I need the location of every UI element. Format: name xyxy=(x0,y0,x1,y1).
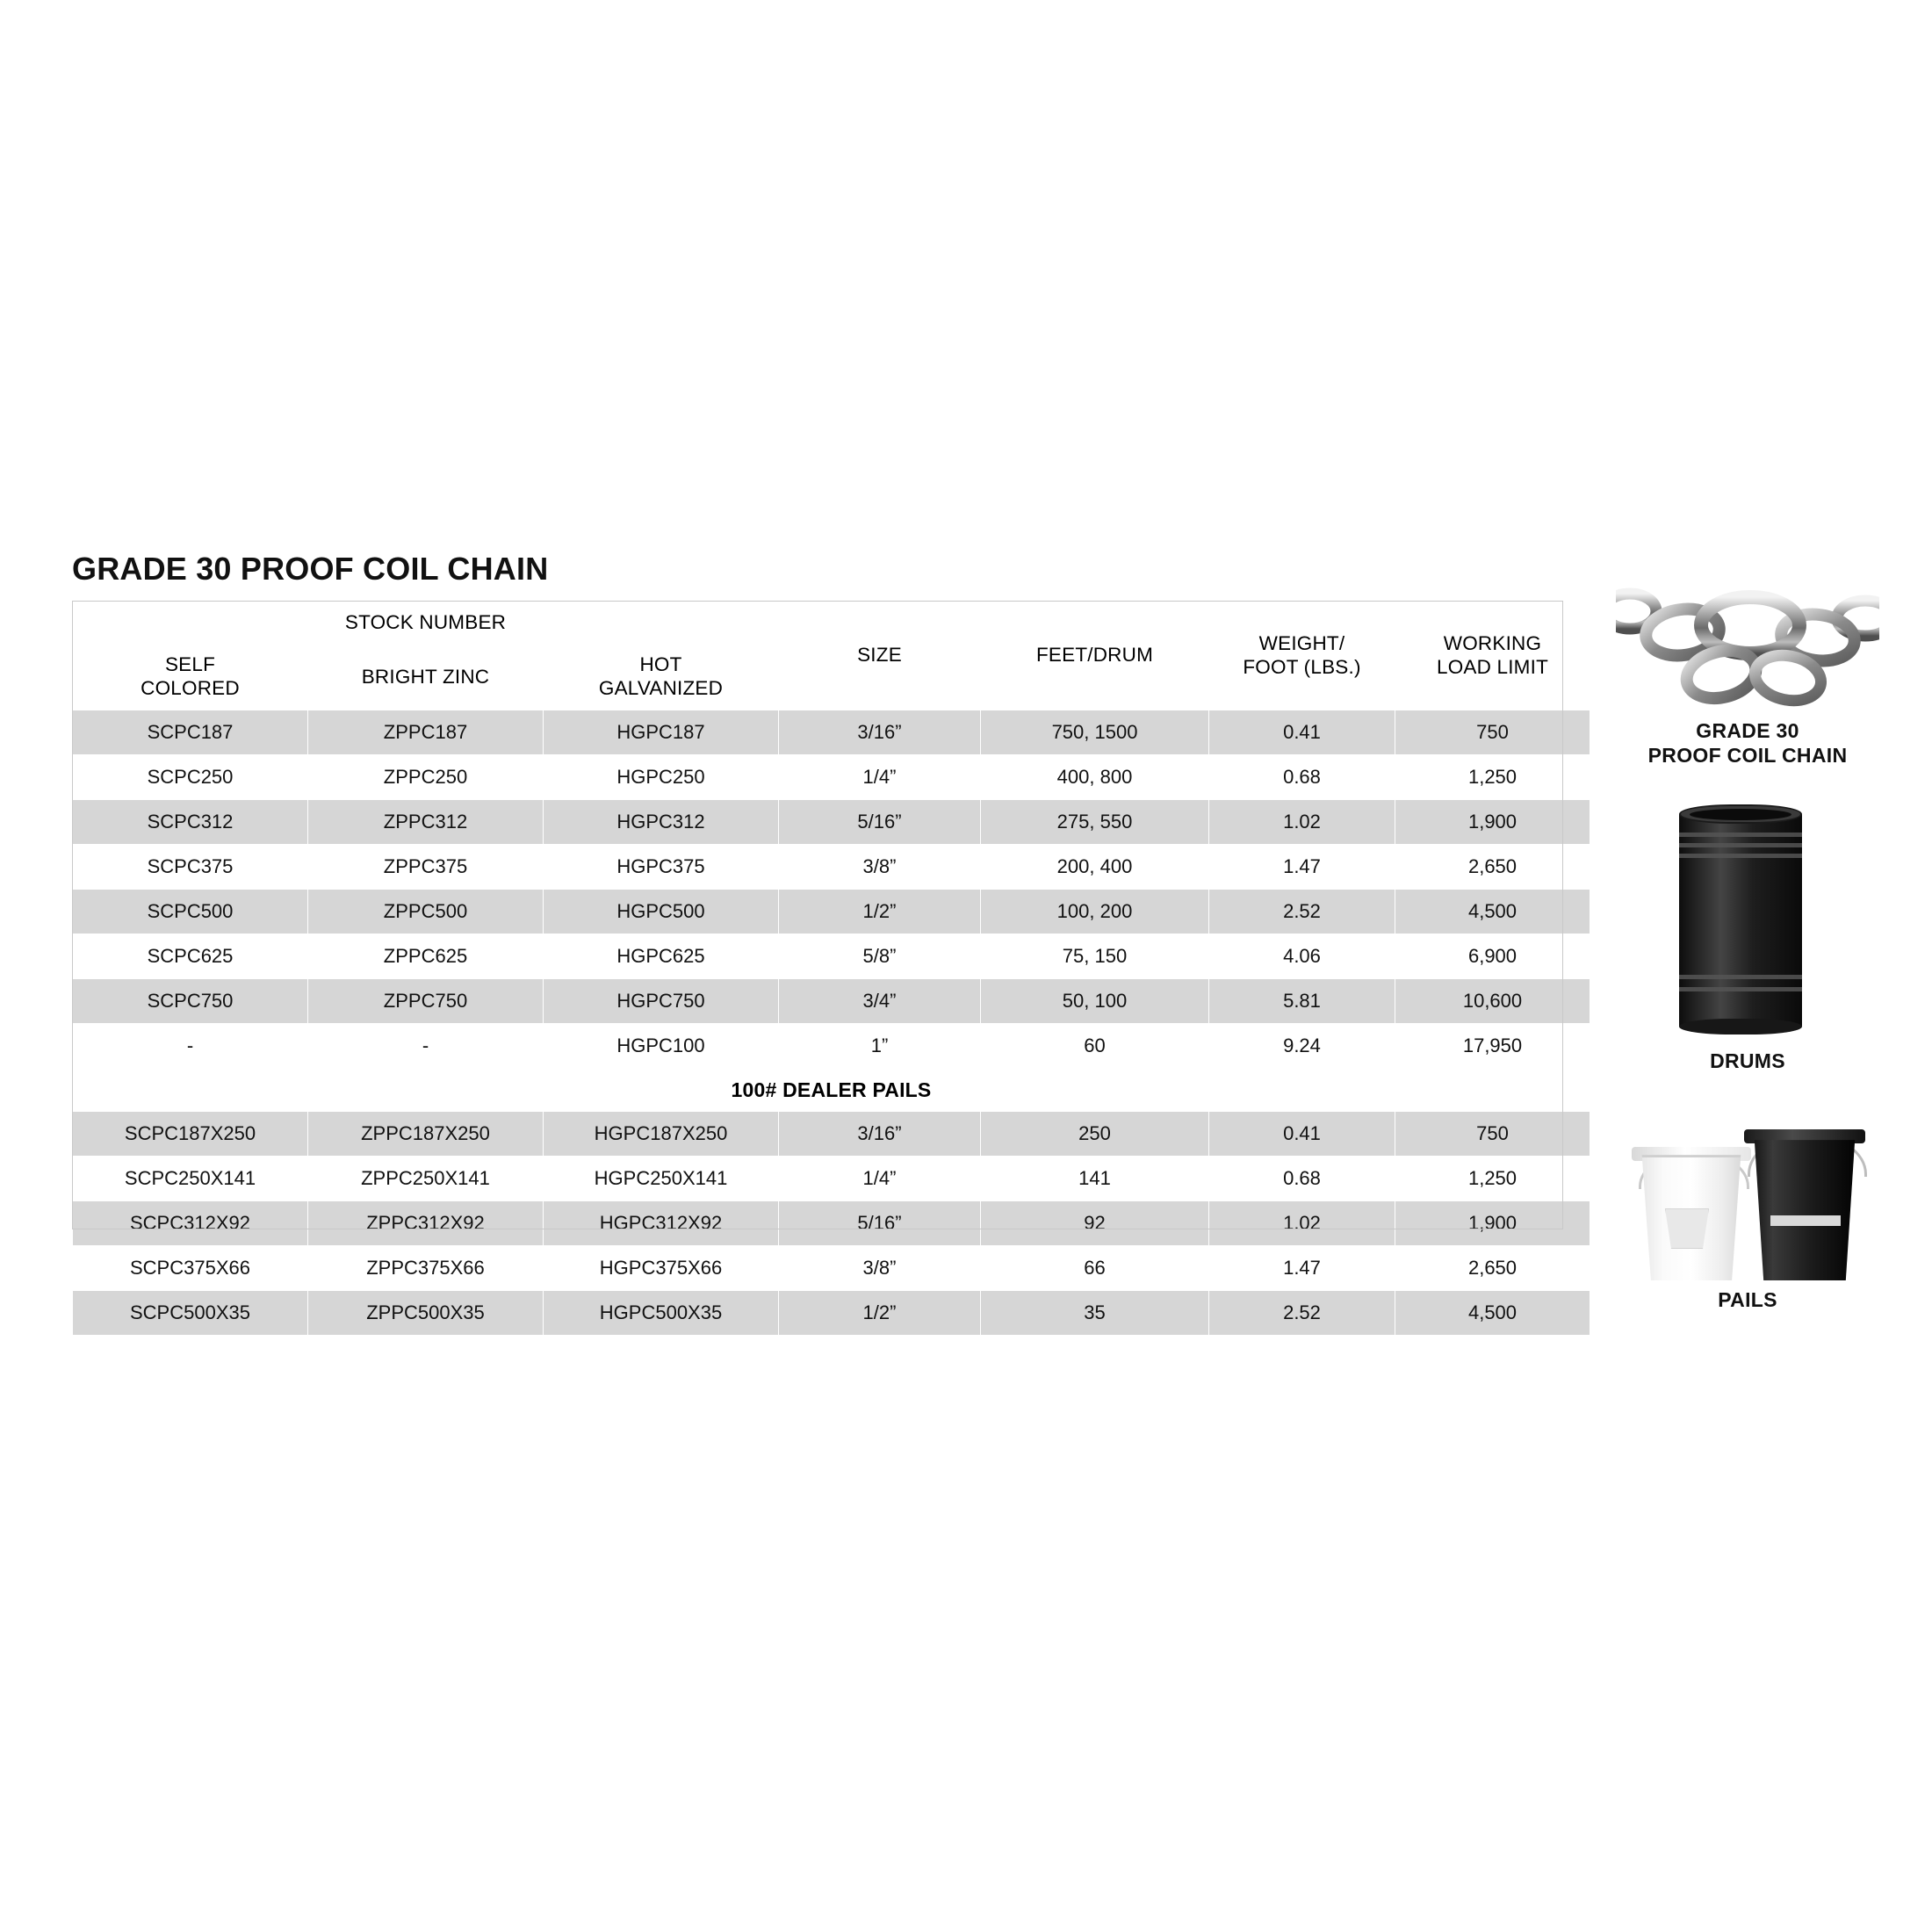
header-weight-foot-line1: WEIGHT/ xyxy=(1258,631,1345,654)
table-row xyxy=(73,1201,1590,1246)
table-row xyxy=(73,1112,1590,1157)
pails-figure xyxy=(1616,1096,1879,1280)
cell-bright-zinc: ZPPC375 xyxy=(308,845,544,890)
cell-hot-galvanized: HGPC312 xyxy=(544,800,779,845)
cell-working-load: 17,950 xyxy=(1395,1024,1590,1069)
cell-feet-drum: 66 xyxy=(981,1246,1209,1291)
cell-weight-foot: 4.06 xyxy=(1209,934,1395,979)
cell-size: 1/2” xyxy=(779,1291,981,1336)
cell-self-colored: SCPC187X250 xyxy=(73,1112,308,1157)
cell-bright-zinc: - xyxy=(308,1024,544,1069)
cell-hot-galvanized: HGPC500 xyxy=(544,890,779,934)
cell-hot-galvanized: HGPC250 xyxy=(544,755,779,800)
table-row xyxy=(73,710,1590,755)
cell-working-load: 1,250 xyxy=(1395,1157,1590,1201)
cell-size: 3/16” xyxy=(779,710,981,755)
table-row xyxy=(73,755,1590,800)
cell-size: 1/4” xyxy=(779,1157,981,1201)
cell-bright-zinc: ZPPC187 xyxy=(308,710,544,755)
cell-weight-foot: 1.02 xyxy=(1209,800,1395,845)
drum-top-inner xyxy=(1690,809,1791,820)
cell-self-colored: SCPC500 xyxy=(73,890,308,934)
figure-column xyxy=(1616,580,1879,1312)
drum-rib xyxy=(1679,843,1802,847)
drums-caption: DRUMS xyxy=(1710,1049,1785,1073)
header-hot-galvanized-line2: GALVANIZED xyxy=(598,677,724,699)
cell-weight-foot: 1.47 xyxy=(1209,1246,1395,1291)
cell-working-load: 10,600 xyxy=(1395,979,1590,1024)
header-weight-foot xyxy=(1209,602,1395,710)
black-pail-body xyxy=(1748,1140,1862,1280)
cell-size: 5/16” xyxy=(779,1201,981,1246)
cell-weight-foot: 2.52 xyxy=(1209,890,1395,934)
cell-self-colored: SCPC250X141 xyxy=(73,1157,308,1201)
cell-working-load: 2,650 xyxy=(1395,1246,1590,1291)
cell-weight-foot: 0.41 xyxy=(1209,1112,1395,1157)
table-row xyxy=(73,845,1590,890)
cell-bright-zinc: ZPPC250X141 xyxy=(308,1157,544,1201)
cell-weight-foot: 5.81 xyxy=(1209,979,1395,1024)
cell-bright-zinc: ZPPC750 xyxy=(308,979,544,1024)
cell-hot-galvanized: HGPC375 xyxy=(544,845,779,890)
cell-hot-galvanized: HGPC500X35 xyxy=(544,1291,779,1336)
page-title: GRADE 30 PROOF COIL CHAIN xyxy=(72,551,549,587)
cell-hot-galvanized: HGPC187 xyxy=(544,710,779,755)
cell-feet-drum: 75, 150 xyxy=(981,934,1209,979)
cell-bright-zinc: ZPPC500X35 xyxy=(308,1291,544,1336)
header-self-colored-line2: COLORED xyxy=(141,677,240,699)
header-hot-galvanized-line1: HOT xyxy=(639,653,682,676)
drum-rib xyxy=(1679,833,1802,837)
chain-caption-line1: GRADE 30 xyxy=(1696,719,1799,742)
cell-bright-zinc: ZPPC250 xyxy=(308,755,544,800)
cell-bright-zinc: ZPPC375X66 xyxy=(308,1246,544,1291)
cell-feet-drum: 275, 550 xyxy=(981,800,1209,845)
table-body xyxy=(73,710,1590,1336)
cell-self-colored: - xyxy=(73,1024,308,1069)
cell-hot-galvanized: HGPC625 xyxy=(544,934,779,979)
chain-caption xyxy=(1616,718,1879,768)
cell-size: 5/8” xyxy=(779,934,981,979)
cell-feet-drum: 141 xyxy=(981,1157,1209,1201)
cell-feet-drum: 35 xyxy=(981,1291,1209,1336)
cell-self-colored: SCPC312 xyxy=(73,800,308,845)
cell-hot-galvanized: HGPC375X66 xyxy=(544,1246,779,1291)
cell-working-load: 1,250 xyxy=(1395,755,1590,800)
cell-self-colored: SCPC250 xyxy=(73,755,308,800)
header-weight-foot-line2: FOOT (LBS.) xyxy=(1243,655,1361,678)
cell-working-load: 4,500 xyxy=(1395,890,1590,934)
cell-self-colored: SCPC500X35 xyxy=(73,1291,308,1336)
header-feet-drum-label: FEET/DRUM xyxy=(1035,644,1154,667)
cell-working-load: 1,900 xyxy=(1395,1201,1590,1246)
cell-feet-drum: 50, 100 xyxy=(981,979,1209,1024)
cell-feet-drum: 750, 1500 xyxy=(981,710,1209,755)
table-row xyxy=(73,890,1590,934)
cell-self-colored: SCPC375 xyxy=(73,845,308,890)
cell-self-colored: SCPC187 xyxy=(73,710,308,755)
cell-working-load: 750 xyxy=(1395,1112,1590,1157)
header-working-load-line2: LOAD LIMIT xyxy=(1436,655,1549,678)
chain-icon xyxy=(1616,580,1879,711)
cell-feet-drum: 200, 400 xyxy=(981,845,1209,890)
cell-size: 1” xyxy=(779,1024,981,1069)
cell-feet-drum: 92 xyxy=(981,1201,1209,1246)
cell-weight-foot: 0.68 xyxy=(1209,755,1395,800)
cell-feet-drum: 100, 200 xyxy=(981,890,1209,934)
cell-working-load: 2,650 xyxy=(1395,845,1590,890)
header-size-label: SIZE xyxy=(857,644,902,667)
header-hot-galvanized xyxy=(544,645,779,710)
table-row xyxy=(73,1157,1590,1201)
cell-size: 1/4” xyxy=(779,755,981,800)
cell-bright-zinc: ZPPC625 xyxy=(308,934,544,979)
cell-self-colored: SCPC625 xyxy=(73,934,308,979)
drum-bottom xyxy=(1679,1019,1802,1034)
drums-figure xyxy=(1616,803,1879,1040)
table-row xyxy=(73,1246,1590,1291)
cell-hot-galvanized: HGPC250X141 xyxy=(544,1157,779,1201)
cell-bright-zinc: ZPPC312 xyxy=(308,800,544,845)
cell-bright-zinc: ZPPC312X92 xyxy=(308,1201,544,1246)
section-title-dealer-pails: 100# DEALER PAILS xyxy=(73,1069,1590,1112)
header-stock-number: STOCK NUMBER xyxy=(73,602,779,645)
cell-weight-foot: 1.47 xyxy=(1209,845,1395,890)
header-self-colored-line1: SELF xyxy=(164,653,216,676)
black-pail-label-band xyxy=(1770,1215,1841,1226)
header-size xyxy=(779,602,981,710)
spec-table-container xyxy=(72,601,1563,1336)
spec-table xyxy=(72,601,1590,1336)
cell-feet-drum: 250 xyxy=(981,1112,1209,1157)
table-row xyxy=(73,1291,1590,1336)
cell-self-colored: SCPC312X92 xyxy=(73,1201,308,1246)
table-header-top xyxy=(73,602,1590,645)
cell-bright-zinc: ZPPC500 xyxy=(308,890,544,934)
white-pail-panel xyxy=(1665,1208,1709,1249)
drum-rib xyxy=(1679,975,1802,979)
chain-figure xyxy=(1616,580,1879,711)
cell-hot-galvanized: HGPC100 xyxy=(544,1024,779,1069)
cell-working-load: 1,900 xyxy=(1395,800,1590,845)
cell-weight-foot: 9.24 xyxy=(1209,1024,1395,1069)
header-working-load-line1: WORKING xyxy=(1443,631,1542,654)
cell-self-colored: SCPC375X66 xyxy=(73,1246,308,1291)
cell-size: 3/4” xyxy=(779,979,981,1024)
header-feet-drum xyxy=(981,602,1209,710)
cell-working-load: 750 xyxy=(1395,710,1590,755)
cell-working-load: 6,900 xyxy=(1395,934,1590,979)
drum-rib xyxy=(1679,854,1802,858)
cell-hot-galvanized: HGPC187X250 xyxy=(544,1112,779,1157)
header-bright-zinc-label: BRIGHT ZINC xyxy=(361,665,490,688)
header-bright-zinc xyxy=(308,645,544,710)
drum-rib xyxy=(1679,987,1802,991)
table-row xyxy=(73,800,1590,845)
cell-size: 1/2” xyxy=(779,890,981,934)
cell-size: 3/8” xyxy=(779,1246,981,1291)
cell-hot-galvanized: HGPC312X92 xyxy=(544,1201,779,1246)
header-self-colored xyxy=(73,645,308,710)
cell-weight-foot: 2.52 xyxy=(1209,1291,1395,1336)
cell-size: 3/16” xyxy=(779,1112,981,1157)
cell-bright-zinc: ZPPC187X250 xyxy=(308,1112,544,1157)
cell-size: 5/16” xyxy=(779,800,981,845)
cell-feet-drum: 400, 800 xyxy=(981,755,1209,800)
table-row xyxy=(73,1024,1590,1069)
pails-caption: PAILS xyxy=(1718,1288,1777,1312)
table-row xyxy=(73,934,1590,979)
cell-hot-galvanized: HGPC750 xyxy=(544,979,779,1024)
cell-weight-foot: 0.68 xyxy=(1209,1157,1395,1201)
cell-weight-foot: 0.41 xyxy=(1209,710,1395,755)
cell-feet-drum: 60 xyxy=(981,1024,1209,1069)
cell-working-load: 4,500 xyxy=(1395,1291,1590,1336)
table-head xyxy=(73,602,1590,710)
header-working-load xyxy=(1395,602,1590,710)
cell-weight-foot: 1.02 xyxy=(1209,1201,1395,1246)
cell-size: 3/8” xyxy=(779,845,981,890)
table-section-header xyxy=(73,1069,1590,1112)
table-row xyxy=(73,979,1590,1024)
cell-self-colored: SCPC750 xyxy=(73,979,308,1024)
chain-caption-line2: PROOF COIL CHAIN xyxy=(1647,744,1848,768)
